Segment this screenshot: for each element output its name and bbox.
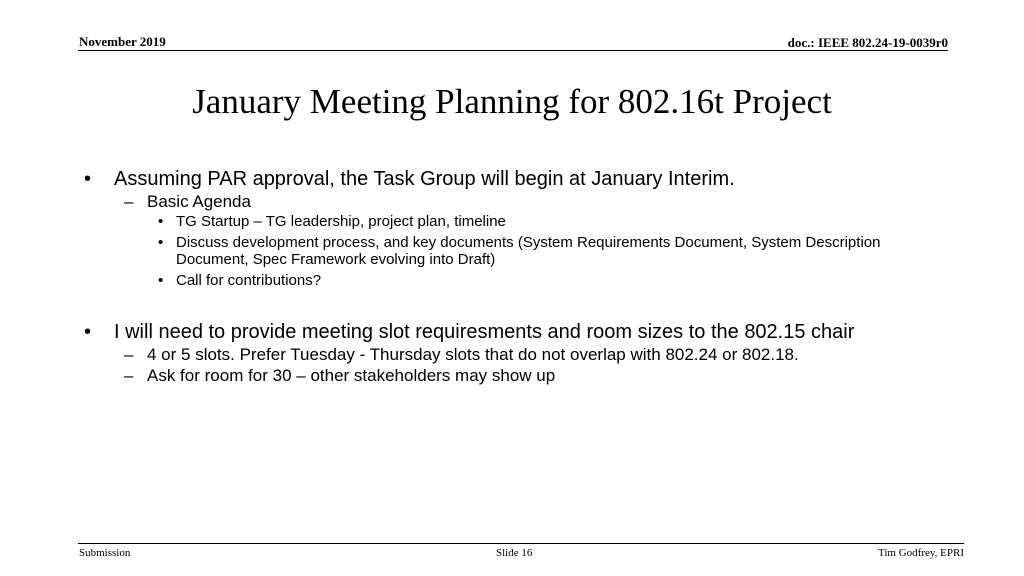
footer-author: Tim Godfrey, EPRI <box>878 547 964 559</box>
sub-bullet-text: 4 or 5 slots. Prefer Tuesday - Thursday slots that do not overlap with 802.24 or 802.18. <box>147 345 799 364</box>
slide-body <box>84 168 944 387</box>
bullet-text: Assuming PAR approval, the Task Group will begin at January Interim. <box>114 168 735 190</box>
footer-divider <box>78 543 964 544</box>
sub-sub-bullet-item <box>84 272 944 289</box>
header-date: November 2019 <box>79 34 166 49</box>
dash-marker: – <box>124 366 134 385</box>
footer-slide-number: Slide 16 <box>496 547 533 559</box>
header-divider <box>78 50 948 51</box>
spacer <box>84 293 944 321</box>
bullet-marker: • <box>158 234 164 251</box>
bullet-marker: • <box>158 272 164 289</box>
sub-sub-bullet-text: Discuss development process, and key documents (System Requirements Document, System Description Document, Spec Framework evolving into Draft) <box>176 234 881 268</box>
bullet-item <box>84 168 944 190</box>
sub-bullet-text: Ask for room for 30 – other stakeholders may show up <box>147 366 556 385</box>
sub-bullet-text: Basic Agenda <box>147 192 251 211</box>
footer-submission: Submission <box>79 547 131 559</box>
bullet-marker: • <box>84 321 92 343</box>
sub-bullet-item <box>84 366 944 386</box>
sub-sub-bullet-text: TG Startup – TG leadership, project plan, timeline <box>176 213 506 230</box>
bullet-marker: • <box>158 213 164 230</box>
sub-bullet-item <box>84 192 944 212</box>
dash-marker: – <box>124 345 134 364</box>
header-doc-id: doc.: IEEE 802.24-19-0039r0 <box>787 35 948 50</box>
bullet-text: I will need to provide meeting slot requiresments and room sizes to the 802.15 chair <box>114 321 855 343</box>
slide-title: January Meeting Planning for 802.16t Project <box>192 82 832 121</box>
bullet-marker: • <box>84 168 92 190</box>
bullet-item <box>84 321 944 343</box>
sub-sub-bullet-text: Call for contributions? <box>176 272 322 289</box>
sub-bullet-item <box>84 345 944 365</box>
sub-sub-bullet-item <box>84 213 944 230</box>
dash-marker: – <box>124 192 134 211</box>
sub-sub-bullet-item <box>84 234 944 268</box>
